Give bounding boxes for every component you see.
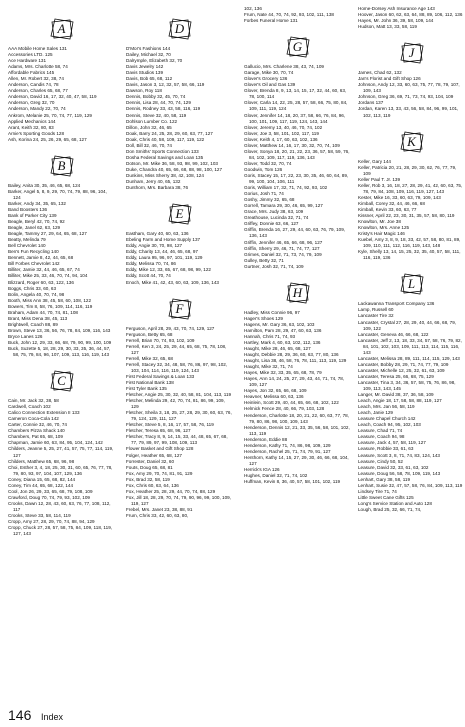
- index-entry: Bennett, Jamie 8, 42, 44, 65, 68: [8, 255, 74, 261]
- index-entry: Band Boosters 136: [8, 206, 48, 212]
- index-entry: Leach, Mrs. Jan 56, 58, 119: [358, 404, 415, 410]
- index-entry: Leasure, David 32, 33, 61, 63, 102: [358, 464, 429, 470]
- index-entry: Cropp, Amy 27, 28, 29, 70, 74, 88, 94, 129: [8, 519, 95, 525]
- index-entry: Fox, Jill 18, 28, 29, 70, 74, 79, 90, 96, 99, 100, 109, 119, 127: [126, 494, 231, 506]
- index-entry: Lenhart, Gary 38, 58, 119: [358, 476, 411, 482]
- index-entry: Ace Hardware 131: [8, 58, 47, 64]
- index-entry: Little Sweet Cane Gifts 125: [358, 494, 414, 500]
- index-entry: Herrick's IGA 126: [244, 466, 280, 472]
- index-entry: Henthorn, Kathy 14, 15, 27, 29, 30, 46, 66, 68, 104, 127: [244, 454, 349, 466]
- index-section: [358, 6, 465, 30]
- index-entry: 102, 136: [244, 6, 262, 11]
- index-entry: Glover's Oil and Gas 139: [244, 82, 296, 88]
- index-entry: AAA Mobile Home Sales 131: [8, 46, 67, 51]
- index-entry: Frum, Nate 44, 70, 74, 92, 93, 102, 111, 138: [244, 12, 334, 18]
- index-entry: Johnson, Greg 36, 69, 71, 73, 74, 93, 104, 109: [358, 94, 454, 100]
- index-entry: Dennis, Rodney 33, 43, 58, 116, 119: [126, 106, 201, 112]
- section-letter: L: [407, 276, 416, 292]
- index-entry: Henderson, Eddie 88: [244, 436, 288, 442]
- index-entry: Hagens, Mr. Gary 36, 63, 102, 103: [244, 321, 315, 327]
- index-entry: Bowers, Tim 8, 58, 76, 109, 114, 116, 119: [8, 303, 93, 309]
- index-entry: Knowlton, Mr. Joe 38: [358, 219, 401, 225]
- index-entry: Forrester, Daniel 32, 60: [126, 458, 175, 464]
- index-entry: Helmick Fence 28, 40, 66, 79, 103, 128: [244, 406, 325, 412]
- index-entry: Dalrymple, Elizabeth 32, 70: [126, 58, 183, 64]
- index-entry: Hadley, Miss Connie 96, 97: [244, 309, 300, 315]
- index-entry: Greathouse, Lucinda 32, 71, 74: [244, 215, 309, 221]
- index-entry: Fletcher, Melinda 29, 42, 70, 74, 81, 86, 99, 109, 129: [126, 398, 225, 410]
- index-entry: Lough, Brad 25, 32, 66, 71, 74,: [358, 506, 422, 512]
- letter-tile-icon: [286, 36, 310, 58]
- index-entry: Leach, Coach 94, 95, 102, 103: [358, 422, 421, 428]
- letter-tile-icon: [168, 18, 192, 40]
- index-entry: Eddy, Angie 30, 70, 98, 127: [126, 243, 183, 249]
- index-entry: Brightwell, Coach 88, 89: [8, 321, 58, 327]
- index-entry: Fletcher, Tracy 8, 9, 14, 15, 33, 44, 48, 65, 67, 68, 77, 79, 89, 97, 99, 108, 109, 113: [126, 434, 228, 446]
- index-entry: Buck, John 12, 29, 33, 66, 68, 79, 90, 99, 100, 109: [8, 339, 112, 345]
- index-entry: Gurtner, Josh 32, 71, 74, 109: [244, 263, 304, 269]
- letter-tile-icon: [400, 131, 424, 153]
- index-entry: Fox, Chris 60, 63, 64, 136: [126, 482, 179, 488]
- index-entry: Kimball, Corey 32, 44, 46, 66, 68: [358, 200, 425, 206]
- index-section: [358, 273, 465, 513]
- index-entry: Eddy, Laura 95, 96, 97, 101, 119, 129: [126, 255, 203, 261]
- index-entry: Kyle, Shelly 13, 14, 15, 25, 32, 35, 40, 57, 58, 111, 116, 119, 136: [358, 249, 461, 261]
- index-entry: Dotson, Mr. Mike 36, 58, 93, 98, 99, 102, 103: [126, 160, 218, 166]
- index-entry: Ben's Fun Recycling 140: [8, 249, 59, 255]
- index-column-3: [244, 6, 351, 485]
- index-entry: Cropp, Chuck 27, 28, 57, 58, 75, 84, 109, 118, 119, 127, 143: [8, 525, 113, 537]
- index-entry: Goris, William 17, 32, 71, 74, 92, 93, 102: [244, 185, 328, 191]
- index-entry: Ferrell, Stacey 32, 34, 48, 58, 76, 86, 97, 98, 102, 103, 104, 114, 116, 119, 124, 143: [126, 361, 228, 373]
- index-entry: Cameron Coca-Cola 142: [8, 416, 59, 422]
- index-entry: Glover, Jeremy 13, 40, 46, 70, 74, 102: [244, 124, 323, 130]
- letter-tile-icon: [50, 370, 74, 392]
- index-entry: Lancaster, Michelle 12, 25, 32, 61, 63, 109: [358, 367, 445, 373]
- index-entry: Hannah, Chris 71, 74, 93: [244, 333, 296, 339]
- index-entry: Glover, Jennifer 14, 18, 20, 37, 58, 66, 76, 84, 96, 100, 101, 109, 117, 119, 124, 143, 144: [244, 112, 346, 124]
- index-entry: Keller Paul T. Jr. 139: [358, 176, 401, 182]
- index-entry: Don Smiths' Sports Connection 133: [126, 148, 199, 154]
- index-entry: D'Mor's Fashions 144: [126, 46, 171, 51]
- index-entry: Glover, Keith 4, 17, 60, 63, 102, 136: [244, 136, 318, 142]
- index-entry: Griffin, Brenda 16, 27, 29, 44, 60, 63, 76, 79, 109, 136, 143: [244, 227, 346, 239]
- index-entry: Kissner, April 22, 23, 30, 31, 35, 57, 58, 80, 119: [358, 212, 455, 218]
- index-entry: Henderson, Rachel 25, 71, 74, 79, 91, 127: [244, 448, 331, 454]
- index-entry: Ash, Korina 24, 25, 26, 29, 65, 68, 127: [8, 136, 87, 142]
- index-entry: Eddy, Melissa 70, 74, 86: [126, 261, 176, 267]
- index-entry: Lancaster, Melissa 28, 89, 111, 114, 115, 129, 143: [358, 355, 460, 361]
- index-entry: Hartley, Mark 4, 60, 63, 102, 112, 136: [244, 339, 321, 345]
- index-entry: Grace, Mrs. Judy 38, 63, 109: [244, 209, 304, 215]
- index-entry: Flower Basket and Gift Shop 128: [126, 446, 194, 452]
- index-entry: Hayes, Mike 32, 33, 35, 65, 68, 78, 79: [244, 370, 322, 376]
- index-entry: Doak, Barry 24, 25, 28, 29, 60, 63, 77, 127: [126, 130, 213, 136]
- index-entry: Dailey, Michael 32, 70: [126, 52, 171, 58]
- index-entry: Arant, Keith 32, 80, 83: [8, 124, 54, 130]
- index-entry: Griffin, Jennifer 46, 65, 66, 68, 96, 127: [244, 239, 323, 245]
- index-entry: Keller, Gary 144: [358, 158, 391, 164]
- index-column-4: [358, 6, 465, 513]
- index-entry: Cardwell, Coach 102: [8, 404, 51, 410]
- index-entry: Enoch, Mike 41, 42, 43, 60, 63, 109, 136, 143: [126, 279, 219, 285]
- index-entry: Accessories LTD. 125: [8, 52, 53, 58]
- index-entry: Dennis, Bobby 32, 45, 70, 74: [126, 94, 186, 100]
- index-entry: Keller, Rob 3, 16, 18, 27, 28, 29, 41, 42, 60, 63, 75, 78, 79, 84, 108, 109, 116, 119, 127, 143: [358, 182, 463, 194]
- index-entry: Henderson, Kathy 71, 74, 86, 98, 109, 129: [244, 442, 331, 448]
- index-section: [358, 131, 465, 262]
- index-entry: Haught, Debbie 28, 29, 36, 60, 63, 77, 80, 136: [244, 352, 339, 358]
- index-entry: Grimes, Daniel 32, 71, 73, 74, 79, 109: [244, 251, 322, 257]
- section-label: Index: [40, 712, 64, 722]
- index-entry: Fox, Amy 29, 70, 74, 81, 91, 129: [126, 470, 193, 476]
- index-entry: Coney, Tim 44, 65, 68, 122, 144: [8, 482, 74, 488]
- index-entry: Ebeling Farm and Home Supply 137: [126, 237, 201, 243]
- index-entry: Glover, Joe 3, 58, 101, 102, 117, 119: [244, 130, 319, 136]
- index-entry: Chambers Pizza Shack 140: [8, 428, 65, 434]
- index-entry: Doll, Bill 32, 46, 70, 74: [126, 142, 172, 148]
- index-entry: Leasure, Doug 56, 58, 78, 109, 119, 143: [358, 470, 441, 476]
- index-entry: Carter, Connie 32, 46, 70, 74: [8, 422, 67, 428]
- index-entry: Billiter, Mike 25, 33, 46, 70, 74, 94, 104: [8, 273, 88, 279]
- index-entry: Choi, Esther 3, 4, 18, 25, 30, 31, 60, 65, 76, 77, 78, 79, 80, 93, 97, 104, 107, 129, 136: [8, 464, 113, 476]
- index-entry: Haught, Lisa 38, 46, 58, 76, 78, 111, 113, 119, 129: [244, 358, 347, 364]
- index-entry: Dohlson Lumber Co. 122: [126, 118, 178, 124]
- index-entry: Goris, Stacey 15, 17, 22, 23, 30, 35, 46, 60, 64, 89, 99, 100, 104, 106, 111: [244, 172, 349, 185]
- index-entry: Ferguson, April 28, 29, 43, 70, 74, 129, 127: [126, 325, 215, 331]
- index-entry: Dennis, Lisa 28, 44, 70, 74, 129: [126, 100, 191, 106]
- index-entry: Adams, Mrs. Charlotte 58, 74: [8, 64, 68, 70]
- index-entry: Henderson, Dennis 12, 21, 33, 35, 56, 58, 101, 102, 113, 119: [244, 424, 350, 436]
- index-entry: Hayes, Jon 32, 65, 66, 68, 109: [244, 388, 307, 394]
- index-entry: Bailey, Anita 30, 35, 46, 65, 68, 124: [8, 182, 81, 188]
- index-entry: Lancaster, Teresa 25, 66, 68, 75, 129: [358, 373, 434, 379]
- index-entry: Fouts, Doug 65, 68, 81: [126, 464, 173, 470]
- index-entry: Cain, Mr. Jack 32, 38, 58: [8, 398, 59, 404]
- index-entry: First Tyler Bank 135: [126, 386, 167, 392]
- index-section: [8, 18, 115, 143]
- index-entry: Dennis, Steve 32, 40, 58, 119: [126, 112, 187, 118]
- letter-tile-icon: [286, 282, 310, 304]
- index-column-1: [8, 6, 115, 537]
- index-entry: Childers, Jeanne 5, 25, 27, 41, 57, 75, 77, 114, 119, 127: [8, 446, 114, 458]
- index-entry: Beagle, Beryl 42, 70, 74, 92: [8, 219, 65, 225]
- index-entry: Glover, Matthew 14, 16, 17, 30, 32, 70, 74, 109: [244, 142, 340, 148]
- index-entry: Calico Connection Extension II 133: [8, 410, 80, 416]
- index-entry: James, Chad 62, 132: [358, 70, 402, 76]
- index-entry: Gorius, Josh 71, 74: [244, 191, 284, 197]
- index-entry: Braham, Adam 44, 70, 74, 81, 108: [8, 309, 78, 315]
- index-entry: Leasure, Scott 3, 8, 71, 74, 83, 124, 143: [358, 452, 440, 458]
- index-entry: Coney, Diana 15, 65, 68, 82, 144: [8, 476, 76, 482]
- index-entry: Anderson, Candis 74, 78: [8, 82, 59, 88]
- page-number: 146: [8, 707, 32, 723]
- index-entry: Dunthorn, Mrs. Barbara 38, 76: [126, 185, 189, 191]
- index-entry: Brown, Steve 13, 36, 56, 76, 78, 84, 109, 116, 143: [8, 327, 111, 333]
- index-entry: Leasure Chapel Church 142: [358, 416, 416, 422]
- index-entry: Lancaster, Jeff 2, 13, 18, 33, 34, 57, 58, 76, 79, 82, 84, 101, 102, 103, 109, 111, 113, 114, 115, 116, 143: [358, 337, 462, 355]
- index-entry: Fletcher, Angie 25, 30, 32, 40, 58, 81, 104, 113, 119: [126, 392, 232, 398]
- section-letter: K: [407, 133, 416, 149]
- index-entry: Anderson, David 16, 17, 32, 40, 47, 58, 119: [8, 94, 97, 100]
- index-entry: Chapman, Jamie 60, 63, 84, 95, 104, 124, 142: [8, 440, 103, 446]
- index-entry: Heavner, Melissa 60, 63, 136: [244, 394, 304, 400]
- index-entry: Fletcher, Teresa 65, 68, 96, 127: [126, 428, 191, 434]
- index-entry: Langer, Mr. David 38, 37, 36, 58, 109: [358, 392, 434, 398]
- index-entry: Garage, Mike 30, 70, 74: [244, 70, 294, 76]
- index-entry: Billiter, Jamie 32, 44, 46, 65, 67, 74: [8, 267, 80, 273]
- index-section: [244, 6, 351, 24]
- index-entry: Buck, Suzette 5, 18, 28, 29, 30, 33, 35, 36, 44, 57, 58, 75, 79, 84, 96, 107, 109, 113, 116, 119, 143: [8, 346, 111, 358]
- index-entry: Bolin, Angela 40, 70, 74, 98: [8, 291, 65, 297]
- index-entry: Heinlein, Scott 29, 40, 44, 65, 66, 68, 102, 122: [244, 400, 339, 406]
- index-entry: Lancaster, Tina 3, 34, 36, 57, 58, 75, 76, 86, 98, 109, 113, 143, 145: [358, 379, 456, 392]
- index-entry: Gallucio, Mrs. Charlene 38, 43, 74, 109: [244, 64, 324, 70]
- section-letter: F: [175, 300, 184, 316]
- index-entry: Leasure, Chad 71, 74: [358, 428, 403, 434]
- index-entry: Lancaster, Bobby 28, 29, 71, 74, 77, 79, 109: [358, 361, 449, 367]
- index-entry: Huffman, Kevin 8, 36, 40, 57, 58, 101, 102, 119: [244, 479, 341, 485]
- section-letter: G: [292, 39, 303, 55]
- index-entry: Kester, Mike 16, 33, 60, 63, 79, 109, 143: [358, 194, 441, 200]
- letter-tile-icon: [400, 273, 424, 295]
- section-letter: J: [408, 45, 415, 61]
- index-entry: Lancaster Tire 32: [358, 313, 394, 319]
- index-section: [358, 42, 465, 118]
- section-letter: H: [292, 284, 303, 300]
- index-entry: Ferguson, Betty 65, 68: [126, 331, 173, 337]
- index-entry: Jordans 137: [358, 100, 384, 106]
- index-entry: Frum, Chris 33, 42, 60, 63, 80,: [126, 513, 189, 518]
- index-entry: Anderson, Greg 32, 70: [8, 100, 55, 106]
- index-entry: Barker, Andy 34, 35, 65, 132: [8, 200, 66, 206]
- index-section: [244, 36, 351, 270]
- index-entry: Chambers, Pat 65, 68, 109: [8, 434, 63, 440]
- index-entry: Haught, Mike 32, 71, 74: [244, 364, 293, 370]
- index-entry: Bryce Lanes 126: [8, 333, 43, 339]
- index-entry: Glover, Todd 32, 70, 74: [244, 160, 292, 166]
- index-entry: Leasure, Coach 94, 98: [358, 434, 405, 440]
- index-entry: Beagle, Janel 62, 63, 129: [8, 225, 61, 231]
- index-entry: Booth, Miss Ann 38, 45, 58, 60, 108, 122: [8, 297, 92, 303]
- index-entry: Hayes, Mr. John 36, 39, 58, 109, 144: [358, 18, 434, 24]
- index-entry: Anderson, Charles 65, 68, 77: [8, 88, 68, 94]
- index-entry: Leach, Angie 18, 17, 58, 58, 88, 119, 127: [358, 398, 442, 404]
- index-entry: Glover, Sonya 18, 20, 21, 22, 23, 36, 57, 58, 59, 76, 84, 102, 109, 117, 119, 136, 143: [244, 148, 350, 160]
- index-entry: Eddy, Mike 12, 33, 65, 67, 68, 98, 99, 122: [126, 267, 211, 273]
- index-entry: Doak, Chris 40, 58, 109, 117, 119, 122: [126, 136, 205, 142]
- index-entry: Knowlton, Mrs. Anne 125: [358, 225, 410, 231]
- index-entry: Fletcher, Sheila 3, 18, 25, 27, 28, 29, 30, 60, 63, 76, 79, 124, 129, 111, 127: [126, 410, 232, 422]
- index-entry: Hudson, Matt 13, 33, 58, 119: [358, 24, 417, 30]
- index-entry: Arnie's Sporting Goods 128: [8, 130, 65, 136]
- letter-tile-icon: [50, 18, 74, 40]
- index-entry: First National Bank 138: [126, 379, 174, 385]
- index-entry: Jordan, Karen 13, 33, 43, 56, 58, 84, 96, 99, 101, 102, 113, 119: [358, 106, 459, 118]
- index-entry: Bill Forbes Chevrolet 142: [8, 261, 60, 267]
- index-entry: Leasure, Jack 4, 57, 58, 119, 127: [358, 440, 426, 446]
- index-entry: Lamp, Russell 60: [358, 307, 394, 313]
- index-entry: Allen, Mr. Robert 32, 38, 74: [8, 76, 64, 82]
- section-letter: D: [174, 20, 185, 36]
- index-entry: Forbes Funeral Home 131: [244, 18, 298, 24]
- index-entry: Beatty, Melinda 79: [8, 237, 46, 243]
- index-entry: Henderson, Charlotte 18, 20, 21, 22, 60, 63, 77, 78, 79, 80, 86, 98, 100, 109, 143: [244, 412, 349, 424]
- index-section: [126, 203, 233, 285]
- index-entry: Griffin, Sherry 29, 46, 71, 74, 77, 127: [244, 245, 320, 251]
- section-letter: C: [57, 373, 66, 389]
- index-entry: Ferrell, Brian 70, 74, 93, 102, 109: [126, 337, 195, 343]
- index-entry: Goshy, Jimmy 32, 65, 68: [244, 197, 295, 203]
- index-entry: Cool, Jon 26, 29, 33, 65, 68, 79, 108, 109: [8, 488, 93, 494]
- index-entry: Keller, Patricia 20, 21, 28, 29, 30, 62, 76, 77, 79, 109: [358, 164, 457, 176]
- index-section: [8, 155, 115, 358]
- index-entry: Applied Mechanics 144: [8, 118, 56, 124]
- index-entry: Fox, Heather 25, 28, 29, 44, 70, 74, 88, 129: [126, 488, 216, 494]
- index-section: [126, 298, 233, 520]
- index-entry: Frebel, Mrs. Janet 23, 38, 88, 91: [126, 506, 193, 512]
- index-entry: Fletcher, Steve 5, 8, 16, 17, 57, 58, 76, 119: [126, 422, 214, 428]
- index-entry: Leach, Janie 129: [358, 410, 393, 416]
- letter-tile-icon: [50, 155, 74, 177]
- index-entry: Dunham, Jerry 40, 65, 132: [126, 179, 181, 185]
- index-entry: Griffey, Donnie 63, 66, 127: [244, 221, 299, 227]
- index-entry: Kristy's Hair Magic 146: [358, 231, 405, 237]
- index-section: [126, 18, 233, 191]
- index-section: [8, 370, 115, 537]
- index-entry: Johnson, Andy 12, 33, 60, 63, 75, 77, 78, 79, 107, 109, 143: [358, 82, 460, 94]
- page-footer: [8, 707, 63, 723]
- index-entry: Crooks, Steve 33, 58, 114, 119: [8, 513, 71, 518]
- index-entry: Davis, Jason 3, 12, 32, 57, 58, 66, 119: [126, 82, 205, 88]
- index-entry: Affordable Fabrics 145: [8, 70, 55, 76]
- index-entry: Long's Service Station and Auto 128: [358, 500, 432, 506]
- index-entry: Fox, Brad 32, 58, 119: [126, 476, 170, 482]
- index-entry: Davis, Bob 65, 68, 112: [126, 76, 173, 82]
- index-entry: Lenhart, Susie 32, 47, 57, 58, 76, 84, 109, 113, 119: [358, 482, 463, 488]
- index-entry: Ferrell, Mike 32, 65, 68: [126, 355, 173, 361]
- index-entry: Kimball, Kevin 33, 60, 63, 77: [358, 206, 417, 212]
- index-entry: Lancaster, Crystal 27, 28, 29, 40, 44, 66, 68, 79, 109, 122: [358, 319, 457, 331]
- index-entry: Dosha Federal Savings and Loan 135: [126, 154, 204, 160]
- index-entry: Beagle, Tammy 27, 29, 64, 65, 68, 127: [8, 231, 87, 237]
- index-entry: Brant, Miss Dena 38, 45, 113: [8, 315, 68, 321]
- index-entry: Home-Dorsey Ash Insurance Age 143: [358, 6, 435, 11]
- index-entry: Crooks, Dawn 12, 28, 43, 60, 63, 76, 77, 108, 112, 117: [8, 500, 111, 512]
- index-entry: Goodwin, Tom 126: [244, 166, 283, 172]
- index-entry: Glover, Carla 14, 22, 25, 28, 57, 58, 66, 75, 80, 84, 109, 111, 119, 124: [244, 100, 348, 112]
- index-entry: Hager's Shoes 129: [244, 315, 283, 321]
- index-entry: Eddy, Charity 13, 44, 46, 65, 68, 97: [126, 249, 198, 255]
- index-entry: Davis Jewelry 142: [126, 64, 164, 70]
- letter-tile-icon: [400, 42, 424, 64]
- index-entry: Bank of Parker City 139: [8, 212, 57, 218]
- index-entry: Dawson, Roy 118: [126, 88, 162, 94]
- index-entry: Hayes, Ann 14, 24, 25, 27, 29, 43, 44, 71, 74, 78, 109, 127: [244, 376, 345, 388]
- index-entry: Lindsey Tire 71, 74: [358, 488, 397, 494]
- letter-tile-icon: [168, 203, 192, 225]
- index-entry: Boggs, Chris 33, 60, 63: [8, 285, 57, 291]
- index-entry: Barker, Angel 5, 8, 9, 29, 70, 74, 79, 88, 96, 104, 124: [8, 188, 107, 200]
- letter-tile-icon: [168, 298, 192, 320]
- index-entry: Blizzard, Roger 60, 63, 122, 136: [8, 279, 74, 285]
- index-entry: Eastham, Gary 40, 60, 63, 136: [126, 231, 189, 237]
- index-entry: Folger, Heather 65, 68, 127: [126, 452, 182, 458]
- index-entry: Hamilton, Pam 28, 29, 47, 60, 63, 136: [244, 327, 322, 333]
- index-entry: Glover, Brenda 8, 9, 13, 14, 15, 17, 32, 44, 60, 63, 78, 100, 114: [244, 88, 347, 100]
- section-letter: E: [175, 206, 184, 222]
- index-entry: Ferrell, Ken 3, 24, 25, 29, 44, 65, 68, 75, 78, 108, 127: [126, 343, 227, 355]
- section-letter: B: [57, 157, 66, 173]
- index-entry: Haught, Mike 28, 46, 65, 68, 127: [244, 346, 311, 352]
- section-letter: A: [57, 20, 66, 36]
- index-entry: Glover's Grocery 136: [244, 76, 288, 82]
- index-entry: Lackawanna Transport Company 136: [358, 301, 435, 307]
- index-entry: Jan's Florist and Gift Shop 126: [358, 76, 421, 82]
- index-entry: Hoover, Jason 60, 62, 63, 64, 88, 89, 106, 112, 136: [358, 12, 463, 18]
- index-entry: Anderson, Mandy 22, 70, 74: [8, 106, 66, 112]
- index-entry: Crawford, Doug 70, 74, 79, 93, 102, 109: [8, 494, 90, 500]
- index-entry: Lancaster, Geneva 46, 66, 68, 122: [358, 331, 429, 337]
- index-entry: Dillon, John 32, 46, 65: [126, 124, 172, 130]
- index-column-2: [126, 6, 233, 519]
- index-entry: First Federal Savings & Loan 133: [126, 373, 195, 379]
- index-entry: Davis Studios 139: [126, 70, 164, 76]
- index-entry: Childers, Matthew 65, 68, 96, 98: [8, 458, 75, 464]
- index-entry: Bell Chevrolet 140: [8, 243, 46, 249]
- index-entry: Hughes, Daniel 32, 71, 74, 102: [244, 473, 308, 478]
- index-entry: Duke, Chandra 40, 65, 66, 68, 88, 98, 100, 127: [126, 166, 223, 172]
- index-entry: Leasure, Cindy 50, 52: [358, 458, 403, 464]
- index-entry: Leasure, Robbie 33, 61, 63: [358, 446, 414, 452]
- index-entry: Gorrell, Tamara 29, 30, 46, 65, 99, 127: [244, 203, 323, 209]
- index-entry: Eddy, Scott 44, 70, 74: [126, 273, 171, 279]
- index-section: [244, 282, 351, 485]
- index-entry: Dunkins, Miss Sherry 38, 42, 108, 124: [126, 172, 204, 178]
- index-entry: Ankrom, Melanie 25, 70, 74, 77, 119, 129: [8, 112, 92, 118]
- index-entry: Kuebel, Amy 3, 8, 9, 18, 33, 42, 57, 58, 80, 81, 89, 109, 110, 111, 112, 116, 119, 143, 148: [358, 237, 461, 249]
- index-entry: Gulley, Betty 32, 71: [244, 257, 284, 263]
